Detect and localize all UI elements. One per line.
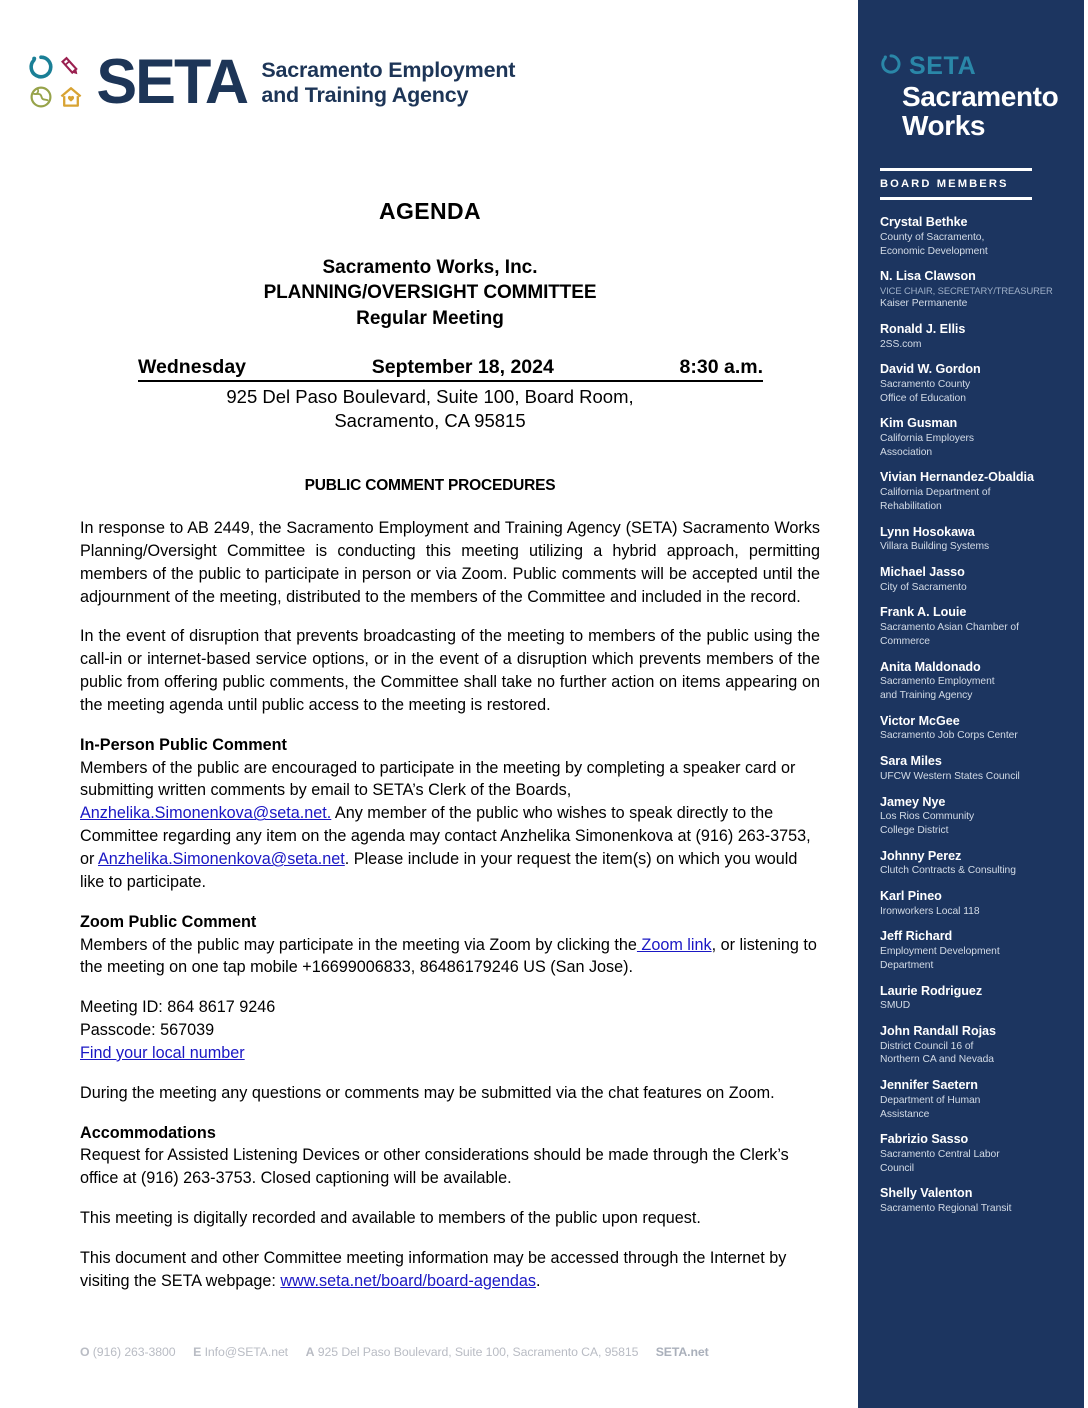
seta-tagline (261, 56, 515, 109)
board-member-name: Fabrizio Sasso (880, 1132, 969, 1147)
meeting-venue (60, 385, 800, 433)
venue-line-1: 925 Del Paso Boulevard, Suite 100, Board Room, (226, 386, 634, 407)
board-member-item (880, 322, 1062, 351)
board-member-org-line-1: Employment Development (880, 946, 1000, 958)
in-person-text-2: Any member of the public who wishes to speak directly to the Committee regarding any item on the agenda may contact Anzhelika Simonenkova at (916) 263-3753, or (80, 804, 811, 868)
board-member-name: Victor McGee (880, 713, 960, 728)
footer-phone-value: (916) 263-3800 (92, 1345, 176, 1359)
brand-line-2: Works (902, 109, 986, 141)
in-person-text-1: Members of the public are encouraged to participate in the meeting by completing a speaker card or submitting written comments by email to SETA’s Clerk of the Boards, (80, 758, 796, 800)
chat-features-note: During the meeting any questions or comments may be submitted via the chat features on Zoom. (80, 1083, 775, 1102)
board-member-name: Michael Jasso (880, 565, 965, 580)
board-member-org-line-1: Department of Human (880, 1094, 981, 1106)
board-member-org-line-2: Council (880, 1162, 914, 1174)
board-member-name: Ronald J. Ellis (880, 321, 966, 336)
tagline-line-2: and Training Agency (261, 83, 469, 107)
board-member-item (880, 215, 1062, 258)
sidebar-brand (858, 0, 1084, 140)
logo-icon-grid (26, 52, 86, 112)
board-members-sidebar (858, 0, 1084, 1408)
sidebar-brand-name (902, 83, 1084, 140)
board-member-org-line-1: County of Sacramento, (880, 231, 985, 243)
board-member-item (880, 470, 1062, 513)
seta-agendas-link[interactable]: www.seta.net/board/board-agendas (280, 1271, 536, 1290)
footer-website: SETA.net (655, 1345, 709, 1359)
page-footer (80, 1345, 820, 1359)
board-member-org-line-2: Rehabilitation (880, 500, 942, 512)
board-member-org-line-2: Office of Education (880, 392, 966, 404)
board-member-name: Lynn Hosokawa (880, 524, 975, 539)
footer-email-value: Info@SETA.net (204, 1345, 289, 1359)
zoom-text-2: , or listening to the meeting on one tap mobile +16699006833, 86486179246 US (San Jose). (80, 935, 817, 977)
board-member-org-line-1: SMUD (880, 1000, 911, 1012)
zoom-public-comment-heading: Zoom Public Comment (80, 912, 257, 931)
meeting-date-bar (138, 356, 763, 382)
webpage-note (80, 1247, 820, 1293)
board-member-org-line-1: Villara Building Systems (880, 541, 990, 553)
board-member-org-line-1: Sacramento Asian Chamber of (880, 622, 1019, 634)
board-member-item (880, 605, 1062, 648)
zoom-passcode: Passcode: 567039 (80, 1021, 215, 1040)
board-member-org-line-1: California Employers (880, 433, 974, 445)
accommodations-body: Request for Assisted Listening Devices or other considerations should be made through the Clerk’s office at (916) 263-3753. Closed captioning will be available. (80, 1146, 789, 1188)
board-member-org-line-1: Kaiser Permanente (880, 298, 968, 310)
zoom-public-comment-body (80, 934, 820, 980)
recording-note: This meeting is digitally recorded and available to members of the public upon request. (80, 1209, 701, 1228)
tagline-line-1: Sacramento Employment (261, 57, 516, 82)
board-member-item (880, 362, 1062, 405)
sidebar-seta-label: SETA (909, 52, 977, 80)
board-member-item (880, 525, 1062, 554)
zoom-meeting-link[interactable]: Zoom link (636, 935, 712, 954)
brand-line-1: Sacramento (902, 81, 1059, 112)
board-member-name: Kim Gusman (880, 416, 958, 431)
sidebar-seta-logo (880, 52, 1084, 81)
committee-name: PLANNING/OVERSIGHT COMMITTEE (263, 282, 597, 304)
in-person-public-comment-body (80, 757, 820, 894)
board-member-item (880, 1132, 1062, 1175)
pencil-icon (56, 52, 86, 82)
board-member-name: Shelly Valenton (880, 1186, 973, 1201)
board-member-org-line-2: Commerce (880, 635, 930, 647)
board-members-label: BOARD MEMBERS (880, 178, 1009, 191)
in-person-text-3: . Please include in your request the item(s) on which you would like to participate. (80, 849, 798, 891)
find-local-number-link[interactable]: Find your local number (80, 1043, 245, 1062)
board-member-name: N. Lisa Clawson (880, 269, 976, 284)
board-member-item (880, 416, 1062, 459)
board-member-org-line-1: Sacramento Employment (880, 676, 995, 688)
house-heart-icon (56, 82, 86, 112)
paragraph-ab2449: In response to AB 2449, the Sacramento Employment and Training Agency (SETA) Sacramento Works Planning/Oversight Committee is conducting this meeting utilizing a hybrid approach, permitting members of the public to participate in person or via Zoom. Public comments will be accepted until the adjournment of the meeting, distributed to the members of the Committee and included in the record. (80, 519, 820, 606)
board-member-org-line-1: California Department of (880, 487, 991, 499)
zoom-meeting-id: Meeting ID: 864 8617 9246 (80, 998, 276, 1017)
board-member-name: David W. Gordon (880, 362, 981, 377)
board-member-name: Crystal Bethke (880, 215, 968, 230)
board-member-name: Karl Pineo (880, 889, 942, 904)
board-member-name: Jeff Richard (880, 929, 953, 944)
board-member-item (880, 1078, 1062, 1121)
zoom-text-1: Members of the public may participate in the meeting via Zoom by clicking the (80, 935, 637, 954)
footer-address-key: A (305, 1345, 315, 1359)
board-member-name: Frank A. Louie (880, 605, 967, 620)
board-member-name: Sara Miles (880, 754, 942, 769)
board-member-item (880, 849, 1062, 878)
board-members-list (880, 215, 1062, 1216)
board-member-name: Johnny Perez (880, 848, 962, 863)
footer-phone-key: O (80, 1345, 90, 1359)
board-member-item (880, 660, 1062, 703)
circular-arrow-icon (26, 52, 56, 82)
board-member-item (880, 795, 1062, 838)
circular-arrow-icon (880, 53, 902, 80)
board-member-org-line-1: Los Rios Community (880, 811, 975, 823)
board-member-name: Vivian Hernandez-Obaldia (880, 470, 1034, 485)
clerk-email-link-1[interactable]: Anzhelika.Simonenkova@seta.net. (80, 804, 332, 823)
board-member-item (880, 1024, 1062, 1067)
board-member-item (880, 889, 1062, 918)
board-member-org-line-1: Ironworkers Local 118 (880, 905, 980, 917)
board-member-org-line-1: UFCW Western States Council (880, 770, 1020, 782)
organization-name: Sacramento Works, Inc. (322, 257, 538, 278)
board-member-org-line-1: Sacramento Job Corps Center (880, 730, 1018, 742)
board-member-name: Anita Maldonado (880, 659, 981, 674)
board-members-header (880, 168, 1062, 200)
board-member-org-line-2: Assistance (880, 1108, 930, 1120)
meeting-day: Wednesday (138, 356, 247, 378)
venue-line-2: Sacramento, CA 95815 (334, 410, 526, 432)
meeting-type: Regular Meeting (356, 307, 504, 329)
seta-wordmark: SETA (96, 46, 248, 117)
board-member-item (880, 565, 1062, 594)
clerk-email-link-2[interactable]: Anzhelika.Simonenkova@seta.net (98, 849, 345, 868)
board-member-item (880, 714, 1062, 743)
board-member-item (880, 1186, 1062, 1215)
meeting-date: September 18, 2024 (371, 356, 554, 378)
board-member-item (880, 269, 1062, 311)
board-member-item (880, 984, 1062, 1013)
board-member-name: John Randall Rojas (880, 1023, 996, 1038)
board-member-role: VICE CHAIR, SECRETARY/TREASURER (880, 284, 1053, 296)
meeting-time: 8:30 a.m. (679, 356, 763, 378)
board-member-name: Jennifer Saetern (880, 1078, 978, 1093)
board-member-org-line-1: 2SS.com (880, 338, 922, 350)
public-comment-procedures-heading: PUBLIC COMMENT PROCEDURES (304, 477, 556, 494)
board-member-org-line-1: Clutch Contracts & Consulting (880, 865, 1016, 877)
board-member-org-line-2: Northern CA and Nevada (880, 1054, 994, 1066)
footer-address-value: 925 Del Paso Boulevard, Suite 100, Sacramento CA, 95815 (317, 1345, 639, 1359)
page-title: AGENDA (378, 198, 482, 224)
webpage-text-1: This document and other Committee meeting information may be accessed through the Internet by visiting the SETA webpage: (80, 1248, 787, 1290)
webpage-text-2: . (535, 1271, 541, 1290)
board-member-org-line-2: Department (880, 959, 934, 971)
board-member-org-line-2: Economic Development (880, 245, 988, 257)
body-copy (80, 517, 820, 1310)
board-member-org-line-1: Sacramento Regional Transit (880, 1203, 1012, 1215)
accommodations-heading: Accommodations (80, 1123, 216, 1142)
title-block (60, 198, 800, 331)
board-member-name: Jamey Nye (880, 794, 946, 809)
seta-masthead-logo (26, 46, 516, 117)
paragraph-disruption: In the event of disruption that prevents broadcasting of the meeting to members of the public using the call-in or internet-based service options, or in the event of a disruption which prevents members of the public from offering public comments, the Committee shall take no further action on items appearing on the meeting agenda until public access to the meeting is restored. (80, 627, 820, 714)
footer-email-key: E (193, 1345, 202, 1359)
globe-icon (26, 82, 56, 112)
board-member-org-line-1: Sacramento Central Labor (880, 1148, 1000, 1160)
in-person-public-comment-heading: In-Person Public Comment (80, 735, 287, 754)
board-member-item (880, 929, 1062, 972)
board-member-org-line-1: City of Sacramento (880, 581, 967, 593)
board-member-org-line-1: Sacramento County (880, 379, 971, 390)
board-member-name: Laurie Rodriguez (880, 983, 983, 998)
board-member-org-line-1: District Council 16 of (880, 1040, 974, 1052)
divider-bottom (880, 197, 1032, 200)
board-member-org-line-2: College District (880, 824, 949, 836)
board-member-item (880, 754, 1062, 783)
board-member-org-line-2: Association (880, 446, 933, 458)
board-member-org-line-2: and Training Agency (880, 689, 973, 701)
